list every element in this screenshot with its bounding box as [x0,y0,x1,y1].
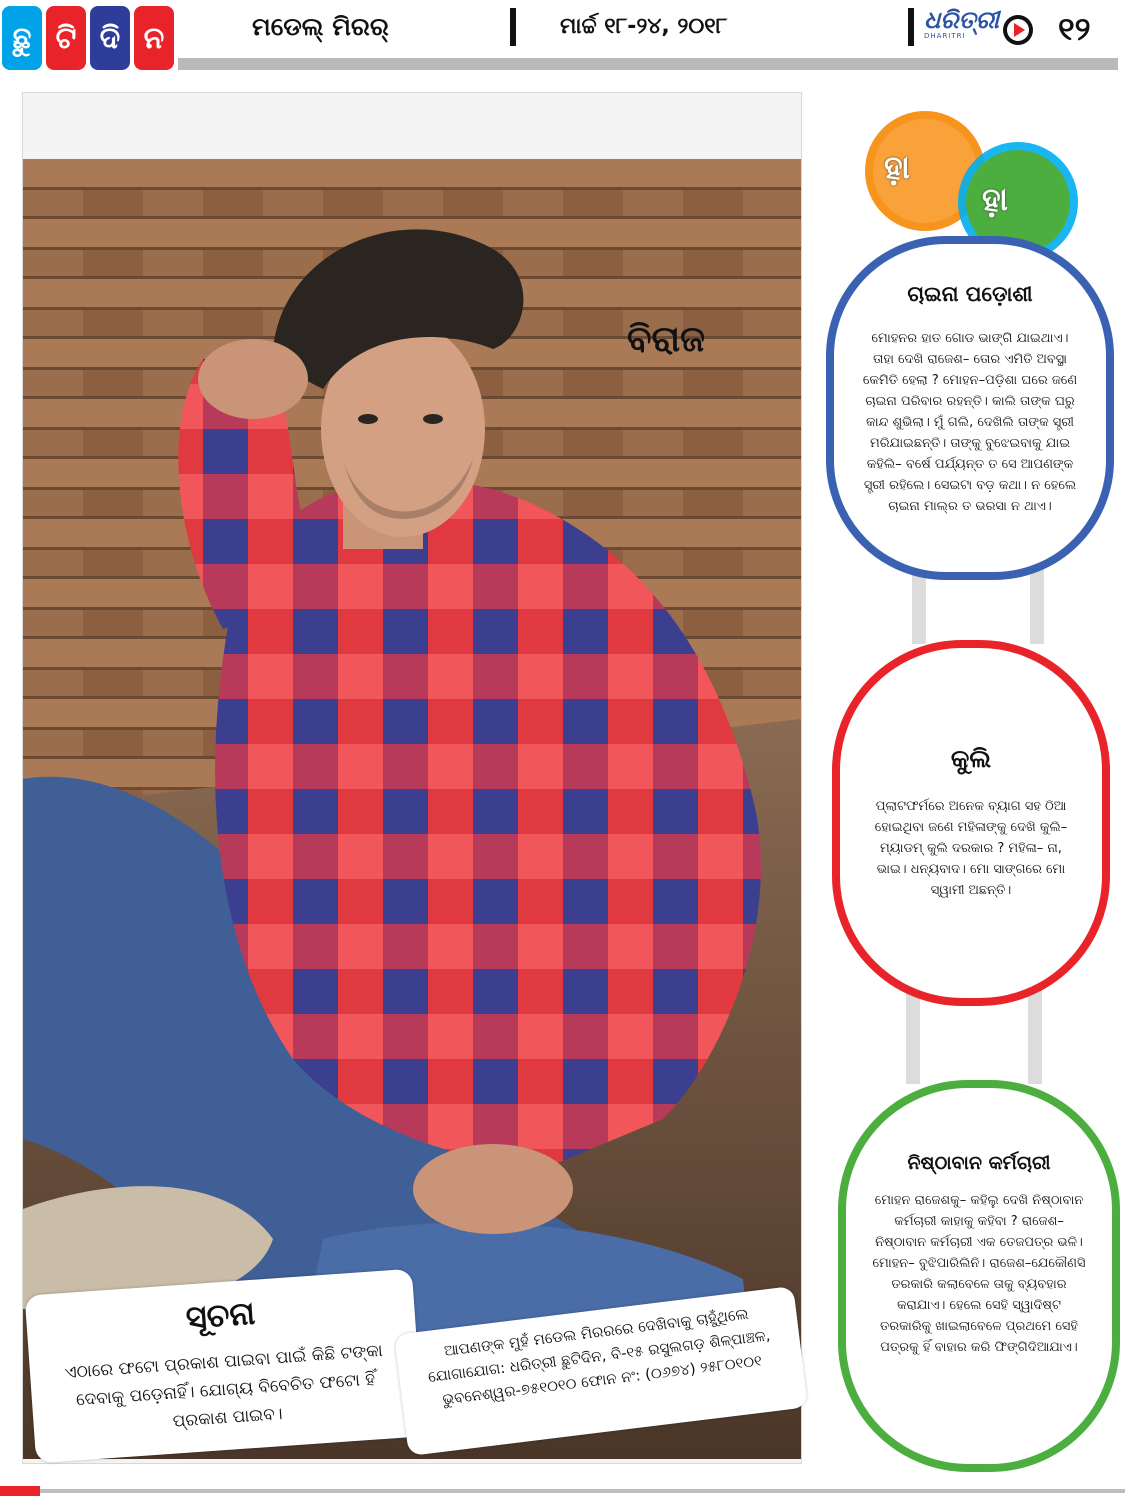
header-rule [178,58,1118,70]
footer-rule [0,1486,1125,1496]
joke-title: ଚାଇନା ପଡ଼ୋଶୀ [907,282,1033,306]
section-name: ମଡେଲ୍ ମିରର୍ [252,12,389,41]
section-logo-letter: ନ [134,6,174,70]
joke-body: ପ୍ଲାଟଫର୍ମରେ ଅନେକ ବ୍ୟାଗ ସହ ଠିଆ ହୋଇଥିବା ଜଣେ ମହିଳାଙ୍କୁ ଦେଖି କୁଲି– ମ୍ୟାଡମ୍ କୁଲି ଦରକାର ? ମହିଳା– ନା, ଭାଇ। ଧନ୍ୟବାଦ। ମୋ ସାଙ୍ଗରେ ମୋ ସ୍ୱାମୀ ଅଛନ୍ତି। [874,799,1068,898]
notice-card [25,1269,424,1464]
joke-body: ମୋହନର ହାତ ଗୋଡ ଭାଙ୍ଗି ଯାଇଥାଏ। ତାହା ଦେଖି ରାଜେଶ– ତୋର ଏମିତି ଅବସ୍ଥା କେମିତି ହେଲା ? ମୋହନ–ପଡ଼ିଶା ଘରେ ଜଣେ ଚାଇନା ପରିବାର ରହନ୍ତି। କାଲି ତାଙ୍କ ଘରୁ କାନ୍ଦ ଶୁଭିଲା। ମୁଁ ଗଲି, ଦେଖିଲି ତାଙ୍କ ସ୍ତ୍ରୀ ମରିଯାଇଛନ୍ତି। ତାଙ୍କୁ ବୁଝେଇବାକୁ ଯାଇ କହିଲି– ବର୍ଷେ ପର୍ଯ୍ୟନ୍ତ ତ ସେ ଆପଣଙ୍କ ସ୍ତ୍ରୀ ରହିଲେ। ସେଇଟା ବଡ଼ କଥା। ନ ହେଲେ ଚାଇନା ମାଲ୍‌ର ତ ଭରସା ନ ଥାଏ। [862,331,1078,514]
connector-bar [906,990,920,1084]
newspaper-logo [924,6,999,44]
joke-card [826,236,1114,580]
haha-label: ହା଼ [884,148,910,186]
haha-label: ହା଼ [982,180,1008,218]
joke-body: ମୋହନ ରାଜେଶକୁ– କହିଲୁ ଦେଖି ନିଷ୍ଠାବାନ କର୍ମଚାରୀ କାହାକୁ କହିବା ? ରାଜେଶ– ନିଷ୍ଠାବାନ କର୍ମଚାରୀ ଏକ ତେଜପତ୍ର ଭଳି। ମୋହନ– ବୁଝିପାରିଲିନି। ରାଜେଶ–ଯେକୌଣସି ତରକାରି କଲାବେଳେ ତାକୁ ବ୍ୟବହାର କରାଯାଏ। ହେଲେ ସେହି ସ୍ୱାଦିଷ୍ଟ ତରକାରିକୁ ଖାଇଲାବେଳେ ପ୍ରଥମେ ସେହି ପତ୍ରକୁ ହିଁ ବାହାର କରି ଫିଙ୍ଗିଦିଆଯାଏ। [872,1193,1086,1355]
header-divider [908,8,914,46]
issue-date: ମାର୍ଚ୍ଚ ୧୮-୨୪, ୨୦୧୮ [560,14,728,39]
joke-title: କୁଲି [950,744,992,773]
masthead [0,0,1125,80]
section-logo [2,6,174,70]
newspaper-logo-text: ଧରିତ୍ରୀ [924,6,999,34]
section-logo-letter: ଦି [90,6,130,70]
newspaper-logo-subtext: DHARITRI [924,32,966,40]
header-divider [510,8,516,46]
notice-body: ଏଠାରେ ଫଟୋ ପ୍ରକାଶ ପାଇବା ପାଇଁ କିଛି ଟଙ୍କା ଦେବାକୁ ପଡ଼େନାହିଁ। ଯୋଗ୍ୟ ବିବେଚିତ ଫଟୋ ହିଁ ପ୍ରକାଶ ପାଇବ। [64,1340,384,1432]
joke-card [838,1080,1120,1472]
notice-title: ସୂଚନା [184,1293,257,1337]
section-logo-letter: ଟି [46,6,86,70]
page-number: ୧୨ [1058,10,1091,48]
model-name: ବିରାଜ [627,319,706,360]
play-circle-icon [1002,14,1034,46]
model-photo-frame [22,92,802,1464]
address-body: ଆପଣଙ୍କ ମୁହଁ ମଡେଲ ମିରରରେ ଦେଖିବାକୁ ଚାହୁଁଥିଲେ ଯୋଗାଯୋଗ: ଧରିତ୍ରୀ ଛୁଟିଦିନ, ବି-୧୫ ରସୁଲଗଡ଼ ଶିଳ୍ପାଞ୍ଚଳ, ଭୁବନେଶ୍ୱର-୭୫୧୦୧୦ ଫୋନ ନଂ: (୦୬୭୪) ୨୫୮୦୧୦୧ [427,1304,772,1409]
joke-title: ନିଷ୍ଠାବାନ କର୍ମଚାରୀ [907,1152,1051,1174]
connector-bar [1028,990,1042,1084]
section-logo-letter: ଛୁ [2,6,42,70]
joke-card [832,640,1110,1006]
